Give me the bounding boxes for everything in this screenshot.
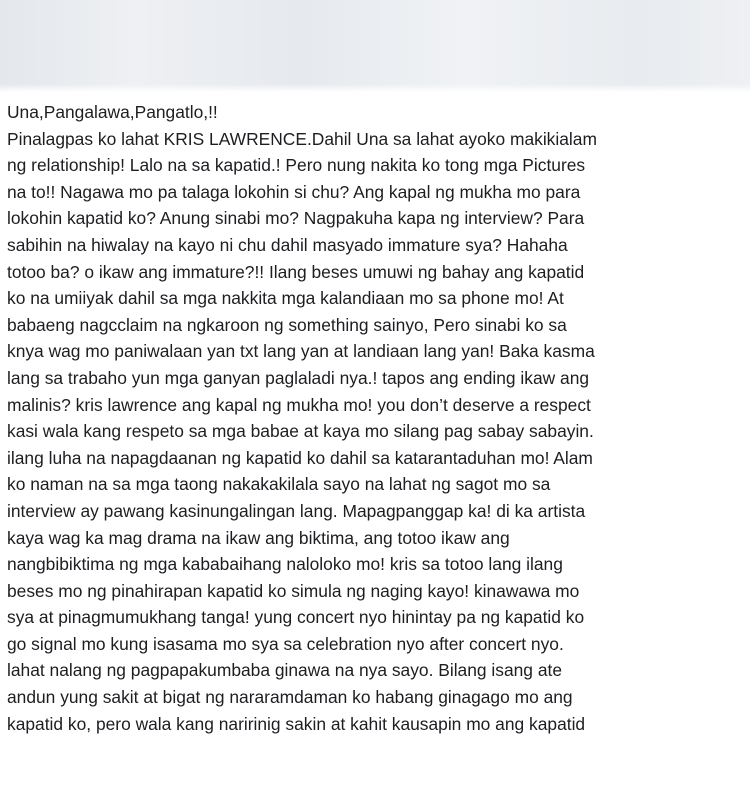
post-text-line: ilang luha na napagdaanan ng kapatid ko dahil sa katarantaduhan mo! Alam [7,447,593,468]
post-text-line: andun yung sakit at bigat ng nararamdaman ko habang ginagago mo ang [7,687,573,708]
post-text-line: ko naman na sa mga taong nakakakilala sayo na lahat ng sagot mo sa [7,474,551,495]
post-text-line: ng relationship! Lalo na sa kapatid.! Pero nung nakita ko tong mga Pictures [7,155,586,176]
post-text-line: sya at pinagmumukhang tanga! yung concert nyo hinintay pa ng kapatid ko [7,607,585,628]
post-text-line: na to!! Nagawa mo pa talaga lokohin si chu? Ang kapal ng mukha mo para [7,181,581,202]
post-text-line: kasi wala kang respeto sa mga babae at kaya mo silang pag sabay sabayin. [7,421,594,442]
post-text-line: lahat nalang ng pagpapakumbaba ginawa na nya sayo. Bilang isang ate [7,660,562,681]
post-text-line: knya wag mo paniwalaan yan txt lang yan at landiaan lang yan! Baka kasma [7,341,595,362]
post-text-line: Pinalagpas ko lahat KRIS LAWRENCE.Dahil Una sa lahat ayoko makikialam [7,128,597,149]
post-text-line: go signal mo kung isasama mo sya sa celebration nyo after concert nyo. [7,633,564,654]
post-text-line: beses mo ng pinahirapan kapatid ko simula ng naging kayo! kinawawa mo [7,580,580,601]
post-text-line: nangbibiktima ng mga kababaihang naloloko mo! kris sa totoo lang ilang [7,554,563,575]
post-text-line: babaeng nagcclaim na ngkaroon ng something sainyo, Pero sinabi ko sa [7,314,567,335]
post-text-line: ko na umiiyak dahil sa mga nakkita mga kalandiaan mo sa phone mo! At [7,288,564,309]
post-text-line: lokohin kapatid ko? Anung sinabi mo? Nagpakuha kapa ng interview? Para [7,208,585,229]
post-text-line: sabihin na hiwalay na kayo ni chu dahil masyado immature sya? Hahaha [7,234,568,255]
post-text-line: kapatid ko, pero wala kang naririnig sakin at kahit kausapin mo ang kapatid [7,713,586,734]
post-text-line: kaya wag ka mag drama na ikaw ang biktima, ang totoo ikaw ang [7,527,510,548]
post-text-line: interview ay pawang kasinungalingan lang. Mapagpanggap ka! di ka artista [7,500,586,521]
post-text-line: totoo ba? o ikaw ang immature?!! Ilang beses umuwi ng bahay ang kapatid [7,261,585,282]
post-text-line: Una,Pangalawa,Pangatlo,!! [7,102,218,122]
post-text-line: lang sa trabaho yun mga ganyan paglaladi nya.! tapos ang ending ikaw ang [7,367,590,388]
blurred-post-header [0,0,750,92]
post-text-body [7,99,745,737]
post-text-line: malinis? kris lawrence ang kapal ng mukha mo! you don’t deserve a respect [7,394,591,415]
